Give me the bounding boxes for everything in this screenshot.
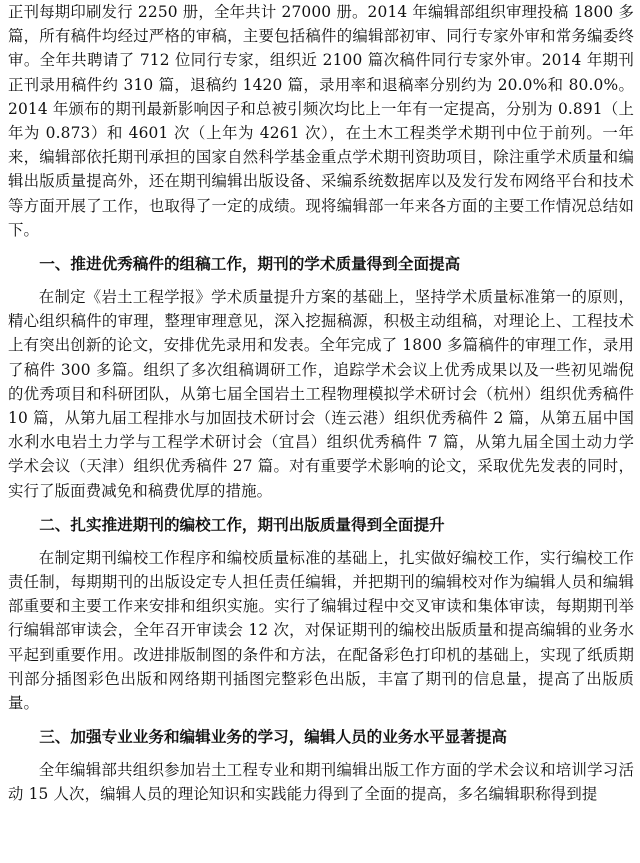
section-2-body: 在制定期刊编校工作程序和编校质量标准的基础上，扎实做好编校工作，实行编校工作责任制，每期期刊的出版设定专人担任责任编辑，并把期刊的编辑校对作为编辑人员和编辑部重要和主要工作来安排和组织实施。实行了编辑过程中交叉审读和集体审读，每期期刊举行编辑部审读会，全年召开审读会 12 次，对保证期刊的编校出版质量和提高编辑的业务水平起到重要作用。改进排版制图的条件和方法，在配备彩色打印机的基础上，实现了纸质期刊部分插图彩色出版和网络期刊插图完整彩色出版，丰富了期刊的信息量，提高了出版质量。 (8, 548, 634, 713)
section-3-body: 全年编辑部共组织参加岩土工程专业和期刊编辑出版工作方面的学术会议和培训学习活动 15 人次，编辑人员的理论知识和实践能力得到了全面的提高，多名编辑职称得到提 (8, 761, 634, 804)
document-page (8, 0, 634, 807)
intro-paragraph: 正刊每期印刷发行 2250 册，全年共计 27000 册。2014 年编辑部组织审理投稿 1800 多篇，所有稿件均经过严格的审稿，主要包括稿件的编辑部初审、同行专家外审和常务编委终审。全年共聘请了 712 位同行专家，组织近 2100 篇次稿件同行专家外审。2014 年期刊正刊录用稿件约 310 篇，退稿约 1420 篇，录用率和退稿率分别约为 20.0%和 80.0%。2014 年颁布的期刊最新影响因子和总被引频次均比上一年有一定提高，分别为 0.891（上年为 0.873）和 4601 次（上年为 4261 次），在土木工程类学术期刊中位于前列。一年来，编辑部依托期刊承担的国家自然科学基金重点学术期刊资助项目，除注重学术质量和编辑出版质量提高外，还在期刊编辑出版设备、采编系统数据库以及发行发布网络平台和技术等方面开展了工作，也取得了一定的成绩。现将编辑部一年来各方面的主要工作情况总结如下。 (8, 3, 634, 239)
section-2-heading: 二、扎实推进期刊的编校工作，期刊出版质量得到全面提升 (39, 515, 445, 534)
section-3 (8, 725, 634, 806)
section-1-heading: 一、推进优秀稿件的组稿工作，期刊的学术质量得到全面提高 (39, 255, 461, 274)
section-1 (8, 252, 634, 503)
section-3-heading: 三、加强专业业务和编辑业务的学习，编辑人员的业务水平显著提高 (39, 728, 508, 747)
section-2 (8, 513, 634, 715)
section-1-body: 在制定《岩土工程学报》学术质量提升方案的基础上，坚持学术质量标准第一的原则，精心组织稿件的审理，整理审理意见，深入挖掘稿源，积极主动组稿，对理论上、工程技术上有突出创新的论文，安排优先录用和发表。全年完成了 1800 多篇稿件的审理工作，录用了稿件 300 多篇。组织了多次组稿调研工作，追踪学术会议上优秀成果以及一些初见端倪的优秀项目和科研团队，从第七届全国岩土工程物理模拟学术研讨会（杭州）组织优秀稿件 10 篇，从第九届工程排水与加固技术研讨会（连云港）组织优秀稿件 2 篇，从第五届中国水利水电岩土力学与工程学术研讨会（宜昌）组织优秀稿件 7 篇，从第九届全国土动力学学术会议（天津）组织优秀稿件 27 篇。对有重要学术影响的论文，采取优先发表的同时，实行了版面费减免和稿费优厚的措施。 (8, 288, 634, 500)
